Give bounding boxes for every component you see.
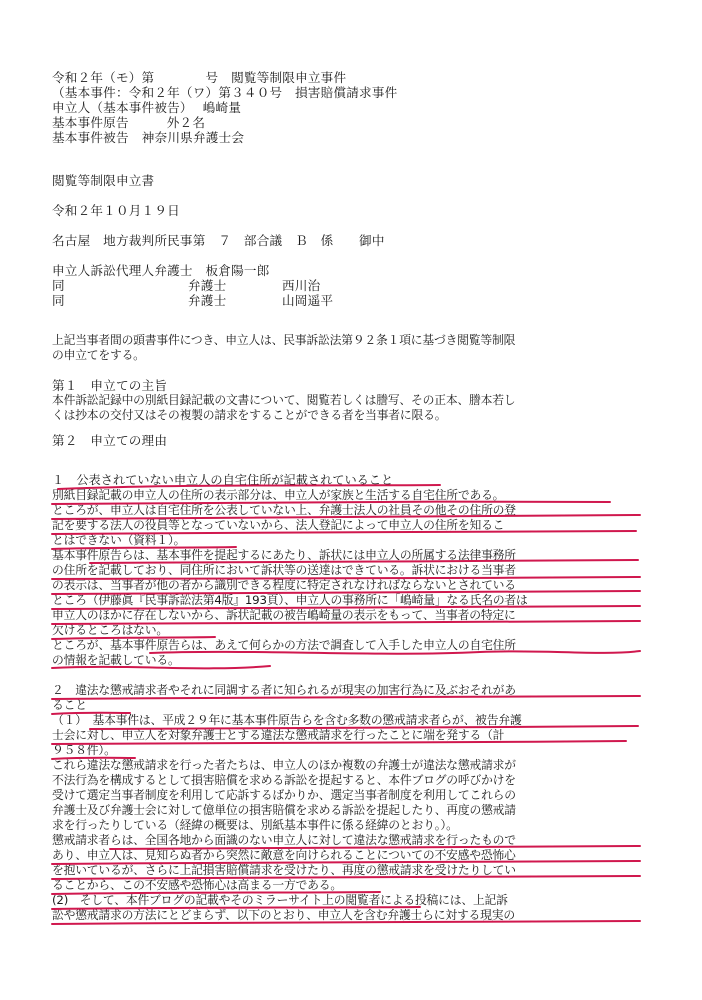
point-1-line: ところが、申立人は自宅住所を公表していない上、弁護士法人の社員その他その住所の登 xyxy=(52,503,516,517)
section-2-heading: 第２ 申立ての理由 xyxy=(52,433,168,448)
intro-line: 上記当事者間の頭書事件につき、申立人は、民事訴訟法第９２条１項に基づき閲覧等制限 xyxy=(52,333,516,347)
document-title: 閲覧等制限申立書 xyxy=(52,173,155,188)
point-2-line: 士会に対し、申立人を対象弁護士とする違法な懲戒請求を行ったことに端を発する（計 xyxy=(52,728,505,742)
point-2-line: (2) そして、本件ブログの記載やそのミラーサイト上の閲覧者による投稿には、上記訴 xyxy=(52,893,508,907)
defendant-label: 基本事件被告 xyxy=(52,130,129,145)
point-2-line: 求を行ったりしている（経緯の概要は、別紙基本事件に係る経緯のとおり。）。 xyxy=(52,818,458,832)
attorney-2-title: 弁護士 xyxy=(188,278,227,293)
point-2-line: あり、申立人は、見知らぬ者から突然に敵意を向けられることについての不安感や恐怖心 xyxy=(52,848,516,862)
point-2-line: 受けて選定当事者制度を利用して応訴するばかりか、選定当事者制度を利用してこれらの xyxy=(52,788,516,802)
point-1-line: 欠けるところはない。 xyxy=(52,623,168,637)
applicant-line xyxy=(52,100,241,115)
attorney-3-name: 山岡遥平 xyxy=(282,293,334,308)
point-1-line: 基本事件原告らは、基本事件を提起するにあたり、訴状には申立人の所属する法律事務所 xyxy=(52,548,516,562)
point-1-line: の表示は、当事者が他の者から識別できる程度に特定されなければならないとされている xyxy=(52,578,516,592)
point-1-line: ところ（伊藤眞『民事訴訟法第4版』193頁）、申立人の事務所に「嶋崎量」なる氏名の者は xyxy=(52,593,528,607)
attorney-3-title: 弁護士 xyxy=(188,293,227,308)
point-1-line: 別紙目録記載の申立人の住所の表示部分は、申立人が家族と生活する自宅住所である。 xyxy=(52,488,505,502)
point-1-line: の情報を記載している。 xyxy=(52,653,180,667)
plaintiff-line xyxy=(52,115,205,130)
plaintiff-label: 基本事件原告 xyxy=(52,115,129,130)
applicant-label: 申立人（基本事件被告） xyxy=(52,100,193,115)
intro-line: の申立てをする。 xyxy=(52,348,145,362)
point-2-line: ること xyxy=(52,698,87,712)
section-1-line: くは抄本の交付又はその複製の請求をすることができる者を当事者に限る。 xyxy=(52,408,447,422)
attorney-line-1: 申立人訴訟代理人弁護士 板倉陽一郎 xyxy=(52,263,270,278)
point-2-line: 不法行為を構成するとして損害賠償を求める訴訟を提起すると、本件ブログの呼びかけを xyxy=(52,773,516,787)
point-2-heading: ２ 違法な懲戒請求者やそれに同調する者に知られるが現実の加害行為に及ぶおそれがあ xyxy=(52,683,516,697)
defendant-line xyxy=(52,130,244,145)
point-2-line: （１） 基本事件は、平成２９年に基本事件原告らを含む多数の懲戒請求者らが、被告弁護 xyxy=(52,713,522,727)
attorney-2-label: 同 xyxy=(52,278,65,293)
point-2-line: これら違法な懲戒請求を行った者たちは、申立人のほか複数の弁護士が違法な懲戒請求が xyxy=(52,758,516,772)
plaintiff-name: 外２名 xyxy=(166,115,206,130)
point-1-line: 記を要する法人の役員等となっていないから、法人登記によって申立人の住所を知るこ xyxy=(52,518,505,532)
filing-date: 令和２年１０月１９日 xyxy=(52,203,180,218)
defendant-name: 神奈川県弁護士会 xyxy=(141,130,245,145)
court-address: 名古屋 地方裁判所民事第 ７ 部合議 Ｂ 係 御中 xyxy=(52,233,385,248)
point-1-heading: １ 公表されていない申立人の自宅住所が記載されていること xyxy=(52,473,394,487)
base-case-line: （基本事件：令和２年（ワ）第３４０号 損害賠償請求事件 xyxy=(52,85,398,100)
attorney-2-name: 西川治 xyxy=(282,278,321,293)
point-2-line: 訟や懲戒請求の方法にとどまらず、以下のとおり、申立人を含む弁護士らに対する現実の xyxy=(52,908,515,922)
point-2-line: 弁護士及び弁護士会に対して億単位の損害賠償を求める訴訟を提起したり、再度の懲戒請 xyxy=(52,803,516,817)
point-2-line: ９５８件）。 xyxy=(52,743,116,757)
point-1-line: とはできない（資料１）。 xyxy=(52,533,186,547)
section-1-line: 本件訴訟記録中の別紙目録記載の文書について、閲覧若しくは謄写、その正本、謄本若し xyxy=(52,393,516,407)
point-2-line: ることから、この不安感や恐怖心は高まる一方である。 xyxy=(52,878,342,892)
point-2-line: を抱いているが、さらに上記損害賠償請求を受けたり、再度の懲戒請求を受けたりしてい xyxy=(52,863,516,877)
attorney-3-label: 同 xyxy=(52,293,65,308)
point-2-line: 懲戒請求者らは、全国各地から面識のない申立人に対して違法な懲戒請求を行ったもので xyxy=(52,833,516,847)
applicant-name: 嶋崎量 xyxy=(202,100,242,115)
point-1-line: 申立人のほかに存在しないから、訴状記載の被告嶋崎量の表示をもって、当事者の特定に xyxy=(52,608,516,622)
case-number-line: 令和２年（モ）第 号 閲覧等制限申立事件 xyxy=(52,70,347,85)
point-1-line: ところが、基本事件原告らは、あえて何らかの方法で調査して入手した申立人の自宅住所 xyxy=(52,638,516,652)
point-1-line: の住所を記載しており、同住所において訴状等の送達はできている。訴状における当事者 xyxy=(52,563,516,577)
section-1-heading: 第１ 申立ての主旨 xyxy=(52,378,168,393)
